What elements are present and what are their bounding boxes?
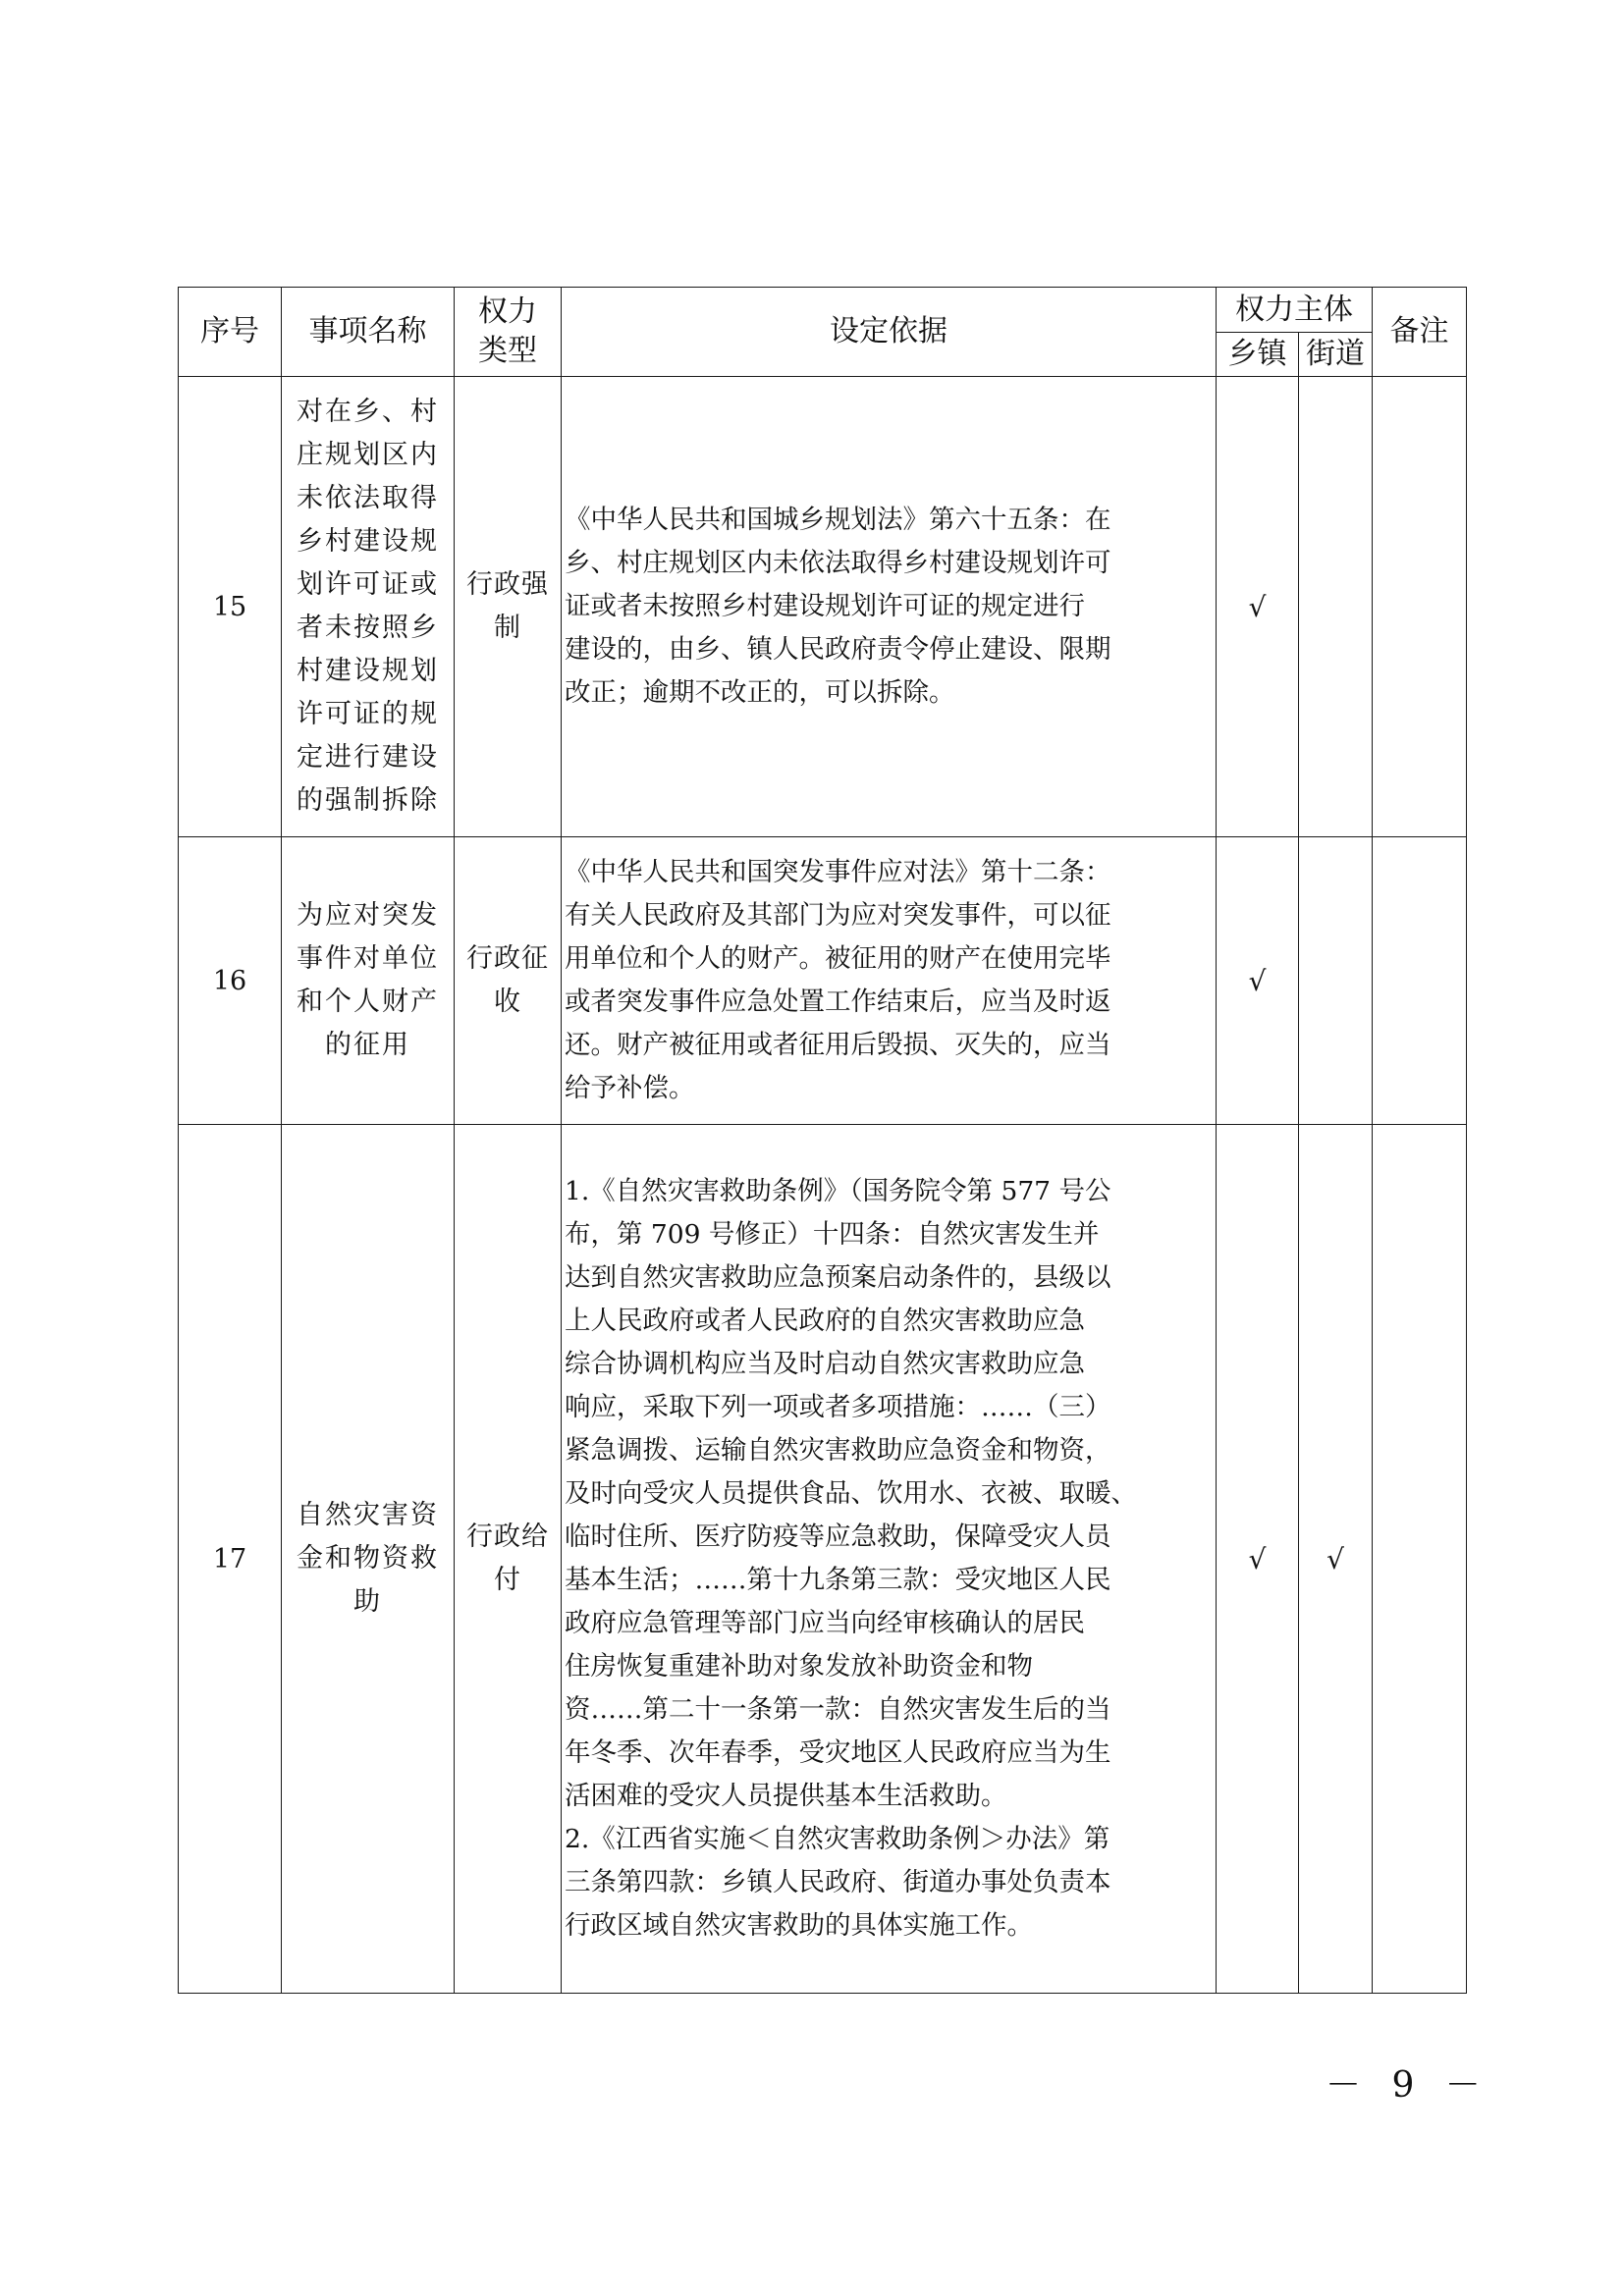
- basis-line: 三条第四款：乡镇人民政府、街道办事处负责本: [565, 1867, 1111, 1897]
- table-row: [179, 377, 1467, 837]
- row-seq: 16: [179, 837, 282, 1125]
- row-street-check: [1299, 837, 1373, 1125]
- row-remark: [1373, 1125, 1467, 1994]
- basis-line: 活困难的受灾人员提供基本生活救助。: [565, 1781, 1007, 1811]
- type-line: 行政给: [466, 1522, 549, 1552]
- basis-line: 年冬季、次年春季，受灾地区人民政府应当为生: [565, 1737, 1111, 1768]
- name-line: 的强制拆除: [297, 785, 439, 816]
- basis-line: 有关人民政府及其部门为应对突发事件，可以征: [565, 900, 1111, 931]
- row-street-check: [1299, 377, 1373, 837]
- name-line: 事件对单位: [297, 943, 439, 974]
- basis-line: 上人民政府或者人民政府的自然灾害救助应急: [565, 1306, 1085, 1336]
- basis-line: 或者突发事件应急处置工作结束后，应当及时返: [565, 987, 1111, 1017]
- header-power-type: [455, 288, 562, 377]
- type-line: 制: [494, 613, 521, 643]
- basis-line: 改正；逾期不改正的，可以拆除。: [565, 677, 955, 708]
- name-line: 对在乡、村: [297, 397, 439, 427]
- name-line: 者未按照乡: [297, 613, 439, 643]
- name-line: 庄规划区内: [297, 440, 439, 470]
- row-item-name: [282, 1125, 455, 1994]
- name-line: 划许可证或: [297, 569, 439, 600]
- basis-line: 布，第 709 号修正）十四条：自然灾害发生并: [565, 1219, 1100, 1250]
- row-basis: [562, 1125, 1217, 1994]
- basis-line: 紧急调拨、运输自然灾害救助应急资金和物资，: [565, 1435, 1111, 1466]
- name-line: 定进行建设: [297, 742, 439, 773]
- type-line: 付: [494, 1565, 521, 1595]
- basis-line: 1.《自然灾害救助条例》（国务院令第 577 号公: [565, 1176, 1111, 1206]
- name-line: 乡村建设规: [297, 526, 439, 557]
- basis-line: 响应，采取下列一项或者多项措施：……（三）: [565, 1392, 1111, 1422]
- header-street: 街道: [1299, 333, 1373, 377]
- header-power-type-line1: 权力: [478, 294, 537, 329]
- row-item-name: [282, 837, 455, 1125]
- row-seq: 15: [179, 377, 282, 837]
- basis-line: 证或者未按照乡村建设规划许可证的规定进行: [565, 591, 1085, 621]
- basis-line: 临时住所、医疗防疫等应急救助，保障受灾人员: [565, 1522, 1111, 1552]
- header-power-type-line2: 类型: [478, 334, 537, 368]
- type-line: 行政强: [466, 569, 549, 600]
- row-remark: [1373, 837, 1467, 1125]
- basis-line: 基本生活；……第十九条第三款：受灾地区人民: [565, 1565, 1111, 1595]
- name-line: 的征用: [325, 1030, 410, 1060]
- row-town-check: √: [1217, 1125, 1299, 1994]
- basis-line: 2.《江西省实施＜自然灾害救助条例＞办法》第: [565, 1824, 1110, 1854]
- basis-line: 《中华人民共和国城乡规划法》第六十五条：在: [565, 505, 1111, 535]
- name-line: 自然灾害资: [297, 1500, 439, 1530]
- type-line: 行政征: [466, 943, 549, 974]
- row-power-type: [455, 1125, 562, 1994]
- header-town: 乡镇: [1217, 333, 1299, 377]
- type-line: 收: [494, 987, 521, 1017]
- name-line: 为应对突发: [297, 900, 439, 931]
- basis-line: 资……第二十一条第一款：自然灾害发生后的当: [565, 1694, 1111, 1725]
- basis-line: 及时向受灾人员提供食品、饮用水、衣被、取暖、: [565, 1478, 1137, 1509]
- basis-line: 建设的，由乡、镇人民政府责令停止建设、限期: [565, 634, 1111, 665]
- basis-line: 达到自然灾害救助应急预案启动条件的，县级以: [565, 1262, 1111, 1293]
- row-basis: [562, 837, 1217, 1125]
- row-remark: [1373, 377, 1467, 837]
- basis-line: 给予补偿。: [565, 1073, 695, 1103]
- table-row: [179, 837, 1467, 1125]
- table-row: [179, 1125, 1467, 1994]
- header-item-name: 事项名称: [282, 288, 455, 377]
- header-basis: 设定依据: [562, 288, 1217, 377]
- row-street-check: √: [1299, 1125, 1373, 1994]
- page-number: － 9 －: [1326, 2065, 1490, 2106]
- basis-line: 还。财产被征用或者征用后毁损、灭失的，应当: [565, 1030, 1111, 1060]
- row-item-name: [282, 377, 455, 837]
- basis-line: 住房恢复重建补助对象发放补助资金和物: [565, 1651, 1033, 1682]
- name-line: 村建设规划: [297, 656, 439, 686]
- row-basis: [562, 377, 1217, 837]
- header-seq: 序号: [179, 288, 282, 377]
- power-list-table: [178, 287, 1467, 1994]
- name-line: 许可证的规: [297, 699, 439, 729]
- row-power-type: [455, 377, 562, 837]
- basis-line: 政府应急管理等部门应当向经审核确认的居民: [565, 1608, 1085, 1638]
- basis-line: 乡、村庄规划区内未依法取得乡村建设规划许可: [565, 548, 1111, 578]
- basis-line: 综合协调机构应当及时启动自然灾害救助应急: [565, 1349, 1085, 1379]
- name-line: 未依法取得: [297, 483, 439, 513]
- header-remark: 备注: [1373, 288, 1467, 377]
- row-seq: 17: [179, 1125, 282, 1994]
- basis-line: 用单位和个人的财产。被征用的财产在使用完毕: [565, 943, 1111, 974]
- name-line: 和个人财产: [297, 987, 439, 1017]
- basis-line: 《中华人民共和国突发事件应对法》第十二条：: [565, 857, 1111, 887]
- row-town-check: √: [1217, 837, 1299, 1125]
- row-town-check: √: [1217, 377, 1299, 837]
- basis-line: 行政区域自然灾害救助的具体实施工作。: [565, 1910, 1033, 1941]
- row-power-type: [455, 837, 562, 1125]
- header-power-subject: 权力主体: [1217, 288, 1373, 333]
- name-line: 助: [353, 1586, 382, 1617]
- name-line: 金和物资救: [297, 1543, 439, 1574]
